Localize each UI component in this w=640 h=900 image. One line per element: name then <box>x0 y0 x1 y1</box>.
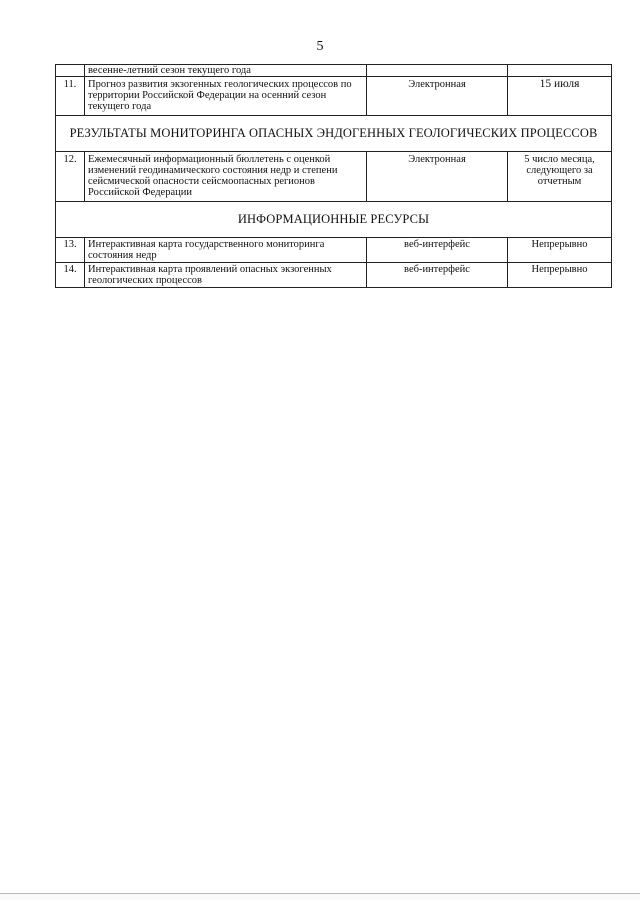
table-row <box>56 65 612 77</box>
section-header-row <box>56 116 612 152</box>
row-form-cell: веб-интерфейс <box>367 238 508 263</box>
section-title-info-resources: ИНФОРМАЦИОННЫЕ РЕСУРСЫ <box>56 202 612 238</box>
row-number-cell: 11. <box>56 77 85 116</box>
row-date-cell: Непрерывно <box>508 263 612 288</box>
row-name-cell: Интерактивная карта государственного мониторинга состояния недр <box>85 238 367 263</box>
section-title-endogenous: РЕЗУЛЬТАТЫ МОНИТОРИНГА ОПАСНЫХ ЭНДОГЕННЫХ ГЕОЛОГИЧЕСКИХ ПРОЦЕССОВ <box>56 116 612 152</box>
row-form-cell: веб-интерфейс <box>367 263 508 288</box>
row-date-cell <box>508 65 612 77</box>
row-name-cell: Прогноз развития экзогенных геологических процессов по территории Российской Федерации на осенний сезон текущего года <box>85 77 367 116</box>
row-form-cell: Электронная <box>367 77 508 116</box>
row-form-cell: Электронная <box>367 152 508 202</box>
row-name-cell: весенне-летний сезон текущего года <box>85 65 367 77</box>
row-name-cell: Ежемесячный информационный бюллетень с оценкой изменений геодинамического состояния недр и степени сейсмической опасности сейсмоопасных регионов Российской Федерации <box>85 152 367 202</box>
row-date-cell: 15 июля <box>508 77 612 116</box>
section-header-row <box>56 202 612 238</box>
row-form-cell <box>367 65 508 77</box>
table-row <box>56 263 612 288</box>
row-number-cell: 13. <box>56 238 85 263</box>
row-date-cell: 5 число месяца, следующего за отчетным <box>508 152 612 202</box>
row-number-cell <box>56 65 85 77</box>
row-number-cell: 14. <box>56 263 85 288</box>
row-name-cell: Интерактивная карта проявлений опасных экзогенных геологических процессов <box>85 263 367 288</box>
table-row <box>56 77 612 116</box>
table-row <box>56 238 612 263</box>
row-number-cell: 12. <box>56 152 85 202</box>
page-number: 5 <box>316 39 324 54</box>
row-date-cell: Непрерывно <box>508 238 612 263</box>
scan-bottom-edge <box>0 893 640 900</box>
document-table <box>55 64 612 288</box>
table-row <box>56 152 612 202</box>
